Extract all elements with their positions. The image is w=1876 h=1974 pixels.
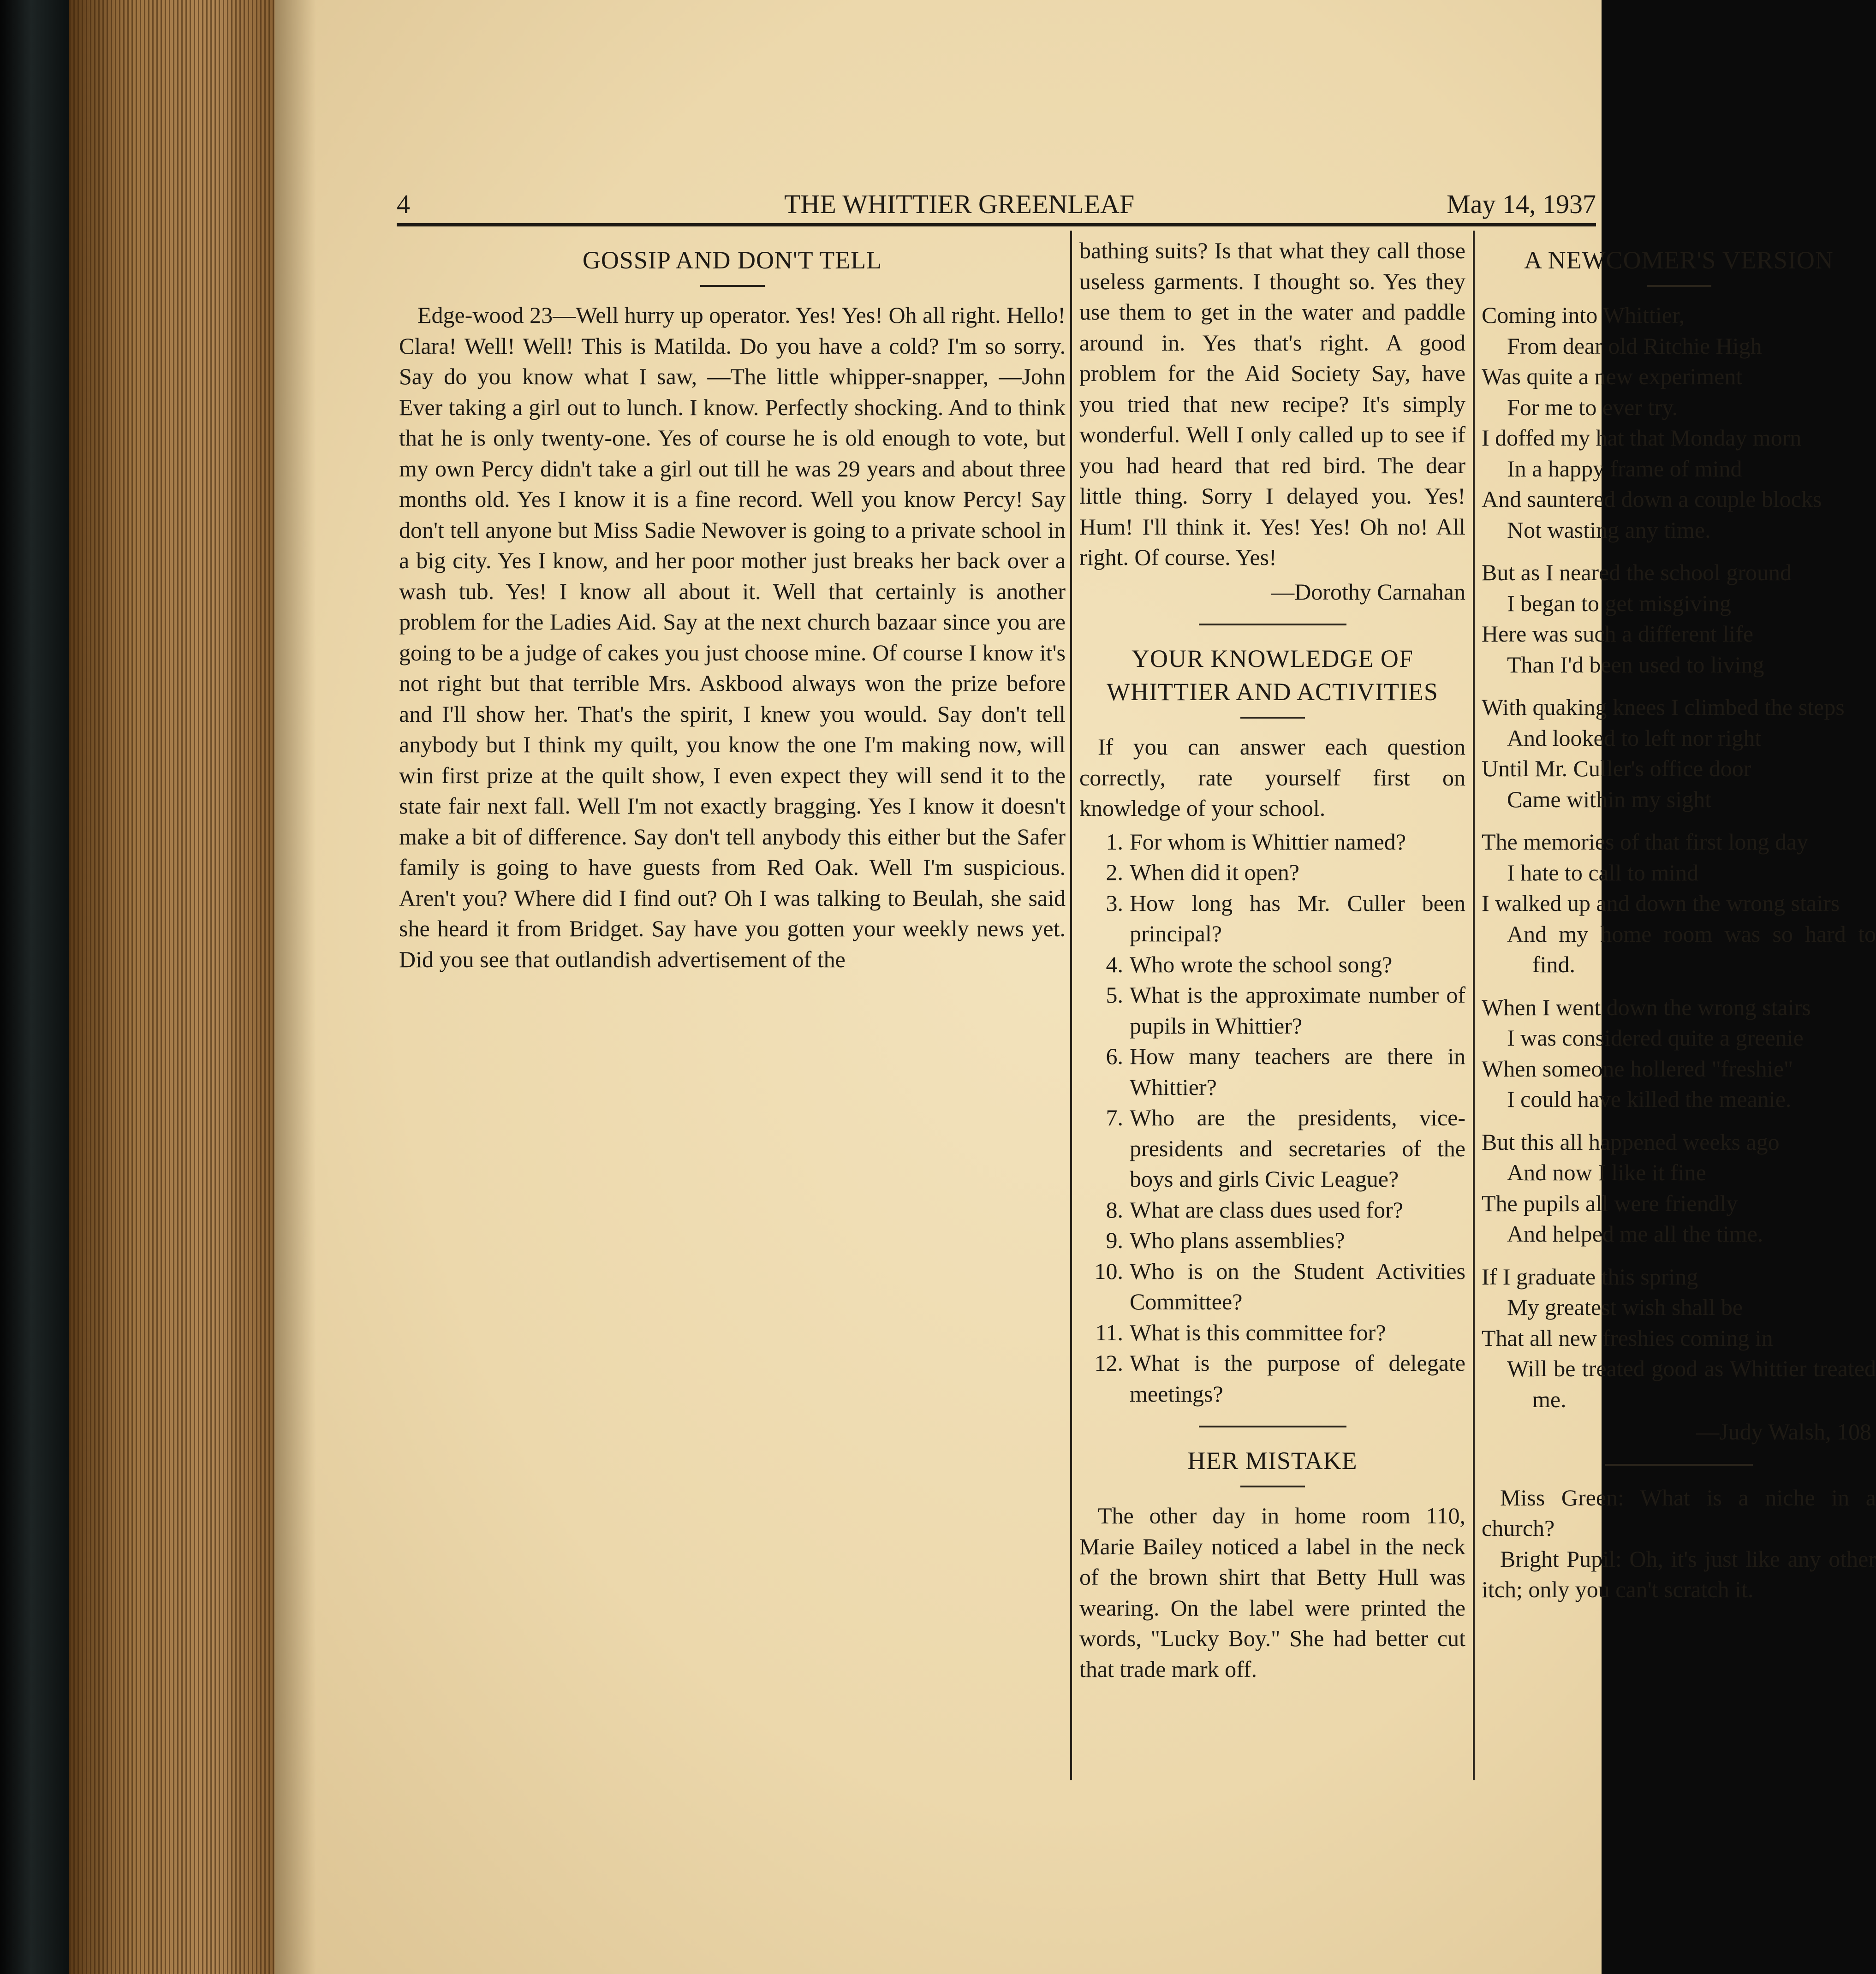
- question-item: [1079, 980, 1465, 1041]
- poem-line: If I graduate this spring: [1482, 1263, 1698, 1290]
- page-number: 4: [397, 189, 410, 219]
- question-text: For whom is Whittier named?: [1130, 828, 1406, 855]
- gossip-continued: bathing suits? Is that what they call those useless garments. I thought so. Yes they use them to get in the water and paddle around in. Yes that's right. A good problem for the Aid Society Say, have you tried that new recipe? It's simply wonderful. Well I only called up to see if you had heard that red bird. The dear little thing. Sorry I delayed you. Yes! Hum! I'll think it. Yes! Yes! Oh no! All right. Of course. Yes!: [1079, 238, 1465, 570]
- poem-stanza: [1482, 992, 1876, 1115]
- question-number: 1.: [1106, 828, 1123, 855]
- paper-title: THE WHITTIER GREENLEAF: [784, 189, 1135, 219]
- issue-date: May 14, 1937: [1447, 189, 1596, 219]
- column-2: [1079, 235, 1465, 1684]
- poem: [1482, 300, 1876, 1415]
- section-rule: [1199, 624, 1346, 625]
- book-binding: [0, 0, 69, 1974]
- poem-stanza: [1482, 1261, 1876, 1415]
- question-text: Who plans assemblies?: [1130, 1227, 1345, 1253]
- question-item: [1079, 826, 1465, 857]
- poem-line: In a happy frame of mind: [1507, 455, 1742, 482]
- question-item: [1079, 1195, 1465, 1225]
- poem-stanza: [1482, 826, 1876, 980]
- poem-line: But this all happened weeks ago: [1482, 1129, 1780, 1155]
- question-item: [1079, 1348, 1465, 1409]
- poem-line: Was quite a new experiment: [1482, 363, 1743, 389]
- section-rule: [1605, 1464, 1753, 1466]
- question-text: How long has Mr. Culler been principal?: [1130, 890, 1465, 946]
- poem-line: For me to ever try.: [1507, 394, 1678, 420]
- question-number: 2.: [1106, 859, 1123, 885]
- joke-answer: Bright Pupil: Oh, it's just like any other itch; only you can't scratch it.: [1482, 1546, 1876, 1602]
- poem-line: Here was such a different life: [1482, 621, 1754, 647]
- page-header: [397, 187, 1596, 222]
- poem-stanza: [1482, 1127, 1876, 1249]
- headline-rule: [1647, 285, 1711, 287]
- headline-rule: [1240, 717, 1305, 719]
- question-item: [1079, 888, 1465, 949]
- question-number: 8.: [1106, 1196, 1123, 1223]
- question-number: 11.: [1095, 1319, 1123, 1345]
- question-text: Who are the presidents, vice-presidents and secretaries of the boys and girls Civic League?: [1130, 1105, 1465, 1192]
- question-text: When did it open?: [1130, 859, 1299, 885]
- poem-line: My greatest wish shall be: [1507, 1294, 1743, 1320]
- question-text: What is the approximate number of pupils in Whittier?: [1130, 982, 1465, 1039]
- poem-stanza: [1482, 692, 1876, 815]
- poem-signature: —Judy Walsh, 108: [1696, 1419, 1871, 1445]
- poem-line: When I went down the wrong stairs: [1482, 994, 1811, 1020]
- poem-line: I walked up and down the wrong stairs: [1482, 890, 1840, 916]
- column-divider: [1070, 231, 1072, 1780]
- question-item: [1079, 857, 1465, 888]
- poem-stanza: [1482, 300, 1876, 545]
- newspaper-page: [274, 0, 1876, 1974]
- knowledge-intro: If you can answer each question correctly, rate yourself first on knowledge of your school.: [1079, 734, 1465, 821]
- gossip-text: Edge-wood 23—Well hurry up operator. Yes! Yes! Oh all right. Hello! Clara! Well! Well! This is Matilda. Do you have a cold? I'm so sorry. Say do you know what I saw, —The little whipper-snapper, —John Ever taking a girl out to lunch. I know. Perfectly shocking. And to think that he is only twenty-one. Yes of course he is old enough to vote, but my own Percy didn't take a girl out till he was 29 years and about three months old. Yes I know it is a fine record. Well you know Percy! Say don't tell anyone but Miss Sadie Newover is going to a private school in a big city. Yes I know, and her poor mother just breaks her back over a wash tub. Yes! I know all about it. Well that certainly is another problem for the Ladies Aid. Say at the next church bazaar since you are going to be a judge of cakes you just choose mine. Of course I know it's not right but that terrible Mrs. Askbood always won the prize before and I'll show her. That's the spirit, I knew you would. Say don't tell anybody but I think my quilt, you know the one I'm making now, will win first prize at the quilt show, I even expect they will send it to the state fair next fall. Well I'm not exactly bragging. Yes I know it doesn't make a bit of difference. Say don't tell anybody this either but the Safer family is going to have guests from Red Oak. Well I'm suspicious. Aren't you? Where did I find out? Oh I was talking to Beulah, she said she heard it from Bridget. Say have you gotten your weekly news yet. Did you see that outlandish advertisement of the: [399, 302, 1066, 972]
- poem-line: Came within my sight: [1507, 786, 1712, 812]
- poem-line: I could have killed the meanie.: [1507, 1086, 1792, 1112]
- question-text: How many teachers are there in Whittier?: [1130, 1043, 1465, 1100]
- mistake-headline: HER MISTAKE: [1187, 1447, 1358, 1475]
- header-rule: [397, 223, 1596, 226]
- poem-line: Coming into Whittier,: [1482, 302, 1685, 328]
- poem-line: From dear old Ritchie High: [1507, 333, 1762, 359]
- newcomer-headline: A NEWCOMER'S VERSION: [1524, 246, 1834, 274]
- poem-line: The memories of that first long day: [1482, 829, 1809, 855]
- poem-line: And now I like it fine: [1507, 1159, 1706, 1185]
- question-number: 3.: [1106, 890, 1123, 916]
- poem-line: And helped me all the time.: [1507, 1221, 1763, 1247]
- poem-line: With quaking knees I climbed the steps: [1482, 694, 1845, 720]
- poem-line: And my home room was so hard to find.: [1507, 921, 1876, 977]
- poem-line: But as I neared the school ground: [1482, 559, 1792, 585]
- question-text: What are class dues used for?: [1130, 1196, 1403, 1223]
- poem-line: Than I'd been used to living: [1507, 651, 1764, 678]
- poem-line: I began to get misgiving: [1507, 590, 1732, 616]
- question-item: [1079, 1102, 1465, 1195]
- headline-rule: [1240, 1486, 1305, 1487]
- question-item: [1079, 949, 1465, 980]
- poem-line: I was considered quite a greenie: [1507, 1025, 1804, 1051]
- question-item: [1079, 1041, 1465, 1102]
- question-list: [1079, 826, 1465, 1409]
- poem-line: I doffed my hat that Monday morn: [1482, 425, 1802, 451]
- column-3: [1482, 235, 1876, 1605]
- poem-line: And looked to left nor right: [1507, 725, 1762, 751]
- column-divider: [1473, 231, 1475, 1780]
- poem-line: And sauntered down a couple blocks: [1482, 486, 1822, 512]
- knowledge-headline: YOUR KNOWLEDGE OF WHITTIER AND ACTIVITIES: [1107, 645, 1438, 706]
- poem-line: Until Mr. Culler's office door: [1482, 755, 1751, 781]
- question-number: 7.: [1106, 1105, 1123, 1130]
- poem-line: The pupils all were friendly: [1482, 1190, 1738, 1216]
- section-rule: [1199, 1426, 1346, 1427]
- gossip-headline: GOSSIP AND DON'T TELL: [582, 246, 882, 274]
- page-edges: [69, 0, 277, 1974]
- poem-line: That all new freshies coming in: [1482, 1325, 1773, 1351]
- poem-line: Will be treated good as Whittier treated me.: [1507, 1356, 1876, 1412]
- question-number: 9.: [1106, 1227, 1123, 1253]
- question-number: 12.: [1094, 1350, 1123, 1376]
- question-number: 5.: [1106, 982, 1123, 1008]
- poem-line: Not wasting any time.: [1507, 517, 1711, 543]
- poem-line: When someone hollered "freshie": [1482, 1055, 1793, 1082]
- mistake-text: The other day in home room 110, Marie Bailey noticed a label in the neck of the brown shirt that Betty Hull was wearing. On the label were printed the words, "Lucky Boy." She had better cut that trade mark off.: [1079, 1503, 1465, 1682]
- question-number: 10.: [1094, 1258, 1123, 1284]
- question-text: What is the purpose of delegate meetings?: [1130, 1350, 1465, 1407]
- joke-question: Miss Green: What is a niche in a church?: [1482, 1484, 1876, 1541]
- question-item: [1079, 1225, 1465, 1256]
- headline-rule: [700, 285, 765, 287]
- question-text: Who wrote the school song?: [1130, 951, 1393, 977]
- question-text: Who is on the Student Activities Committee?: [1130, 1258, 1465, 1314]
- question-number: 4.: [1106, 951, 1123, 977]
- question-item: [1079, 1317, 1465, 1348]
- column-1: [399, 235, 1066, 975]
- poem-stanza: [1482, 557, 1876, 680]
- gossip-byline: —Dorothy Carnahan: [1271, 578, 1465, 605]
- question-item: [1079, 1256, 1465, 1317]
- question-text: What is this committee for?: [1130, 1319, 1386, 1345]
- question-number: 6.: [1106, 1043, 1123, 1069]
- gutter-shadow: [274, 0, 316, 1974]
- poem-line: I hate to call to mind: [1507, 859, 1699, 886]
